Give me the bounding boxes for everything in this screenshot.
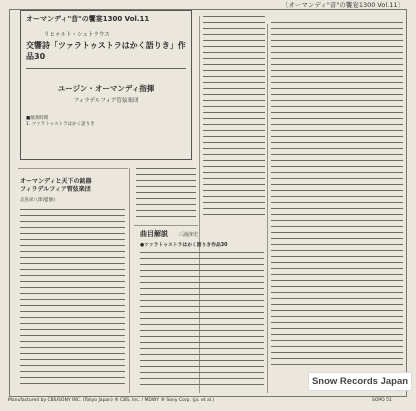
essay-body-text xyxy=(20,209,125,392)
manufacturer-credit: Manufactured by CBS/SONY INC. (Tokyo Japan) ® CBS, Inc. / MDWY ® Sony Corp. (ja. et al.) xyxy=(8,398,215,403)
notes-author: 三浦淳史 xyxy=(178,232,199,238)
top-series-label: 〔オーマンディ"音"の饗宴1300 Vol.11〕 xyxy=(281,1,404,9)
right-body-text xyxy=(271,22,403,372)
store-watermark: Snow Records Japan xyxy=(308,372,412,391)
notes-work-heading: ●ツァラトゥストラはかく語りき作品30 xyxy=(140,243,228,248)
essay-author: 志鳥栄八郎(監修) xyxy=(20,198,56,203)
column-rule xyxy=(129,168,130,393)
track-line: ■演奏時間 xyxy=(26,116,49,121)
series-title: オーマンディ"音"の饗宴1300 Vol.11 xyxy=(26,15,150,23)
notes-title: 曲目解説 xyxy=(140,230,168,238)
section-rule xyxy=(18,168,128,169)
conductor-name: ユージン・オーマンディ指揮 xyxy=(57,84,155,93)
catalog-number: SOPO 51 xyxy=(372,398,392,403)
composer-name: リヒャルト・シュトラウス xyxy=(44,32,110,38)
track-line: 1. ツァラトゥストラはかく語りき xyxy=(26,122,95,127)
title-divider xyxy=(26,68,186,69)
essay-title: オーマンディと天下の銘器フィラデルフィア管弦楽団 xyxy=(20,178,92,193)
column-rule xyxy=(267,24,268,393)
column-body-text xyxy=(136,168,196,222)
notes-body-text xyxy=(140,252,264,392)
track-list xyxy=(26,116,186,128)
section-rule xyxy=(134,225,198,226)
center-body-text xyxy=(203,16,265,224)
work-title: 交響詩「ツァラトゥストラはかく語りき」作品30 xyxy=(26,41,186,61)
orchestra-name: フィラデルフィア管弦楽団 xyxy=(73,98,139,104)
title-box xyxy=(20,10,192,160)
